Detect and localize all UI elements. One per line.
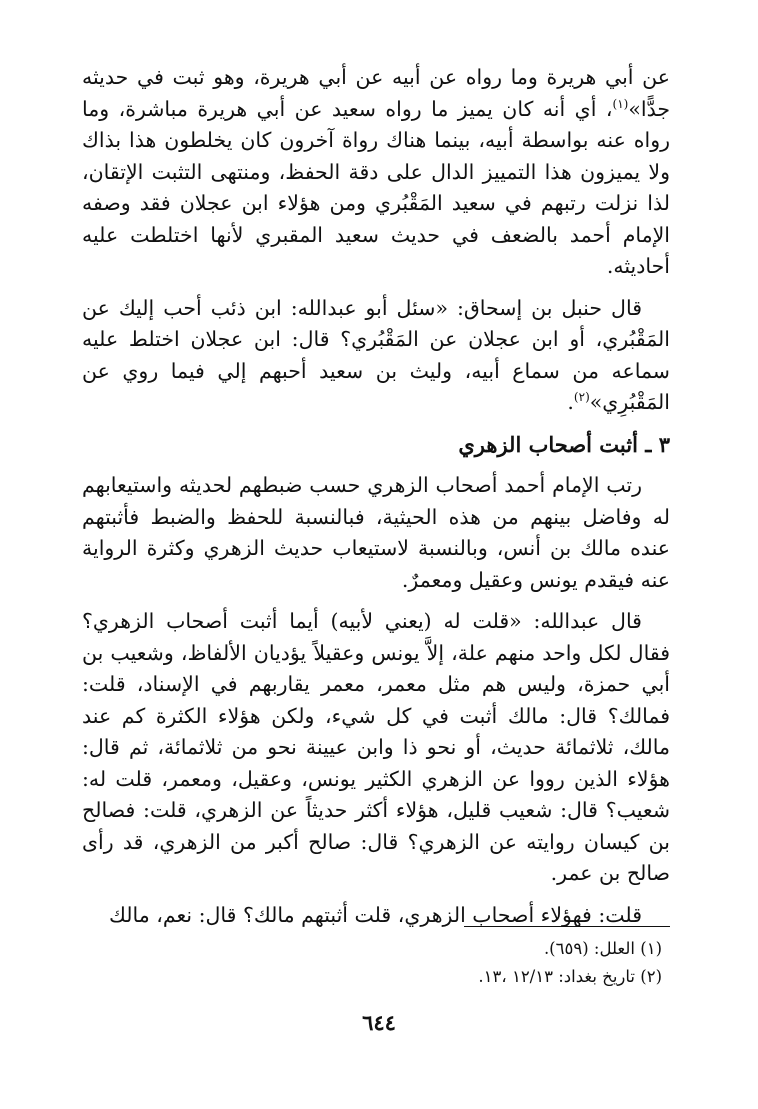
footnote-2-number: (٢): [640, 967, 662, 986]
footnote-1-number: (١): [640, 939, 662, 958]
page-number: ٦٤٤: [362, 1010, 396, 1035]
paragraph-1-text-a: عن أبي هريرة وما رواه عن أبيه عن أبي هريرة، وهو ثبت في حديثه جدًّا»: [82, 65, 670, 121]
footnote-1: [82, 935, 662, 963]
paragraph-2-text-a: قال حنبل بن إسحاق: «سئل أبو عبدالله: ابن ذئب أحب إليك عن المَقْبُري، أو ابن عجلان عن المَقْبُري؟ قال: ابن عجلان اختلط عليه سماعه من سماع أبيه، وليث بن سعيد أحبهم إلي فيما روي عن المَقْبُرِي»: [82, 295, 670, 414]
paragraph-2: [82, 293, 670, 419]
footnote-2: [82, 963, 662, 991]
footnotes: [82, 935, 662, 991]
paragraph-4: قال عبدالله: «قلت له (يعني لأبيه) أيما أثبت أصحاب الزهري؟ فقال لكل واحد منهم علة، إلاَّ يونس وعقيلاً يؤديان الألفاظ، وشعيب بن أبي حمزة، وليس هم مثل معمر، معمر يقاربهم في الإسناد، قلت: فمالك؟ قال: مالك أثبت في كل شيء، ولكن هؤلاء الكثرة كم عند مالك، ثلاثمائة حديث، أو نحو ذا وابن عيينة نحو من ثلاثمائة، ثم قال: هؤلاء الذين رووا عن الزهري الكثير يونس، وعقيل، ومعمر، قلت له: شعيب؟ قال: شعيب قليل، هؤلاء أكثر حديثاً عن الزهري، قلت: فصالح بن كيسان روايته عن الزهري؟ قال: صالح أكبر من الزهري، قد رأى صالح بن عمر.: [82, 609, 670, 885]
paragraph-1-text-b: ، أي أنه كان يميز ما رواه سعيد عن أبي هريرة مباشرة، وما رواه عنه بواسطة أبيه، بينما هناك رواة آخرون كان يخلطون هذا بذاك ولا يميزون هذا التمييز الدال على دقة الحفظ، ومنتهى التثبت الإتقان، لذا نزلت رتبهم في سعيد المَقْبُري ومن هؤلاء ابن عجلان فقد وصفه الإمام أحمد بالضعف في حديث سعيد المقبري لأنها اختلطت عليه أحاديثه.: [82, 96, 670, 278]
paragraph-1: [82, 62, 670, 283]
footnote-2-text: تاريخ بغداد: ١٢/١٣ ،١٣.: [478, 967, 635, 986]
paragraph-3: رتب الإمام أحمد أصحاب الزهري حسب ضبطهم لحديثه واستيعابهم له وفاضل بينهم من هذه الحيثية، فبالنسبة للحفظ والضبط فأثبتهم عنده مالك بن أنس، وبالنسبة لاستيعاب حديث الزهري وكثرة الرواية عنه فيقدم يونس وعقيل ومعمرٌ.: [82, 473, 670, 592]
section-heading: ٣ ـ أثبت أصحاب الزهري: [458, 431, 670, 457]
footnote-divider: [464, 926, 670, 927]
paragraph-5: قلت: فهؤلاء أصحاب الزهري، قلت أثبتهم مالك؟ قال: نعم، مالك: [108, 902, 642, 927]
footnote-ref-1: (١): [612, 96, 629, 111]
body-text: [82, 62, 670, 941]
footnote-1-text: العلل: (٦٥٩).: [543, 939, 635, 958]
paragraph-2-text-b: .: [567, 390, 574, 414]
footnote-ref-2: (٢): [573, 390, 590, 405]
